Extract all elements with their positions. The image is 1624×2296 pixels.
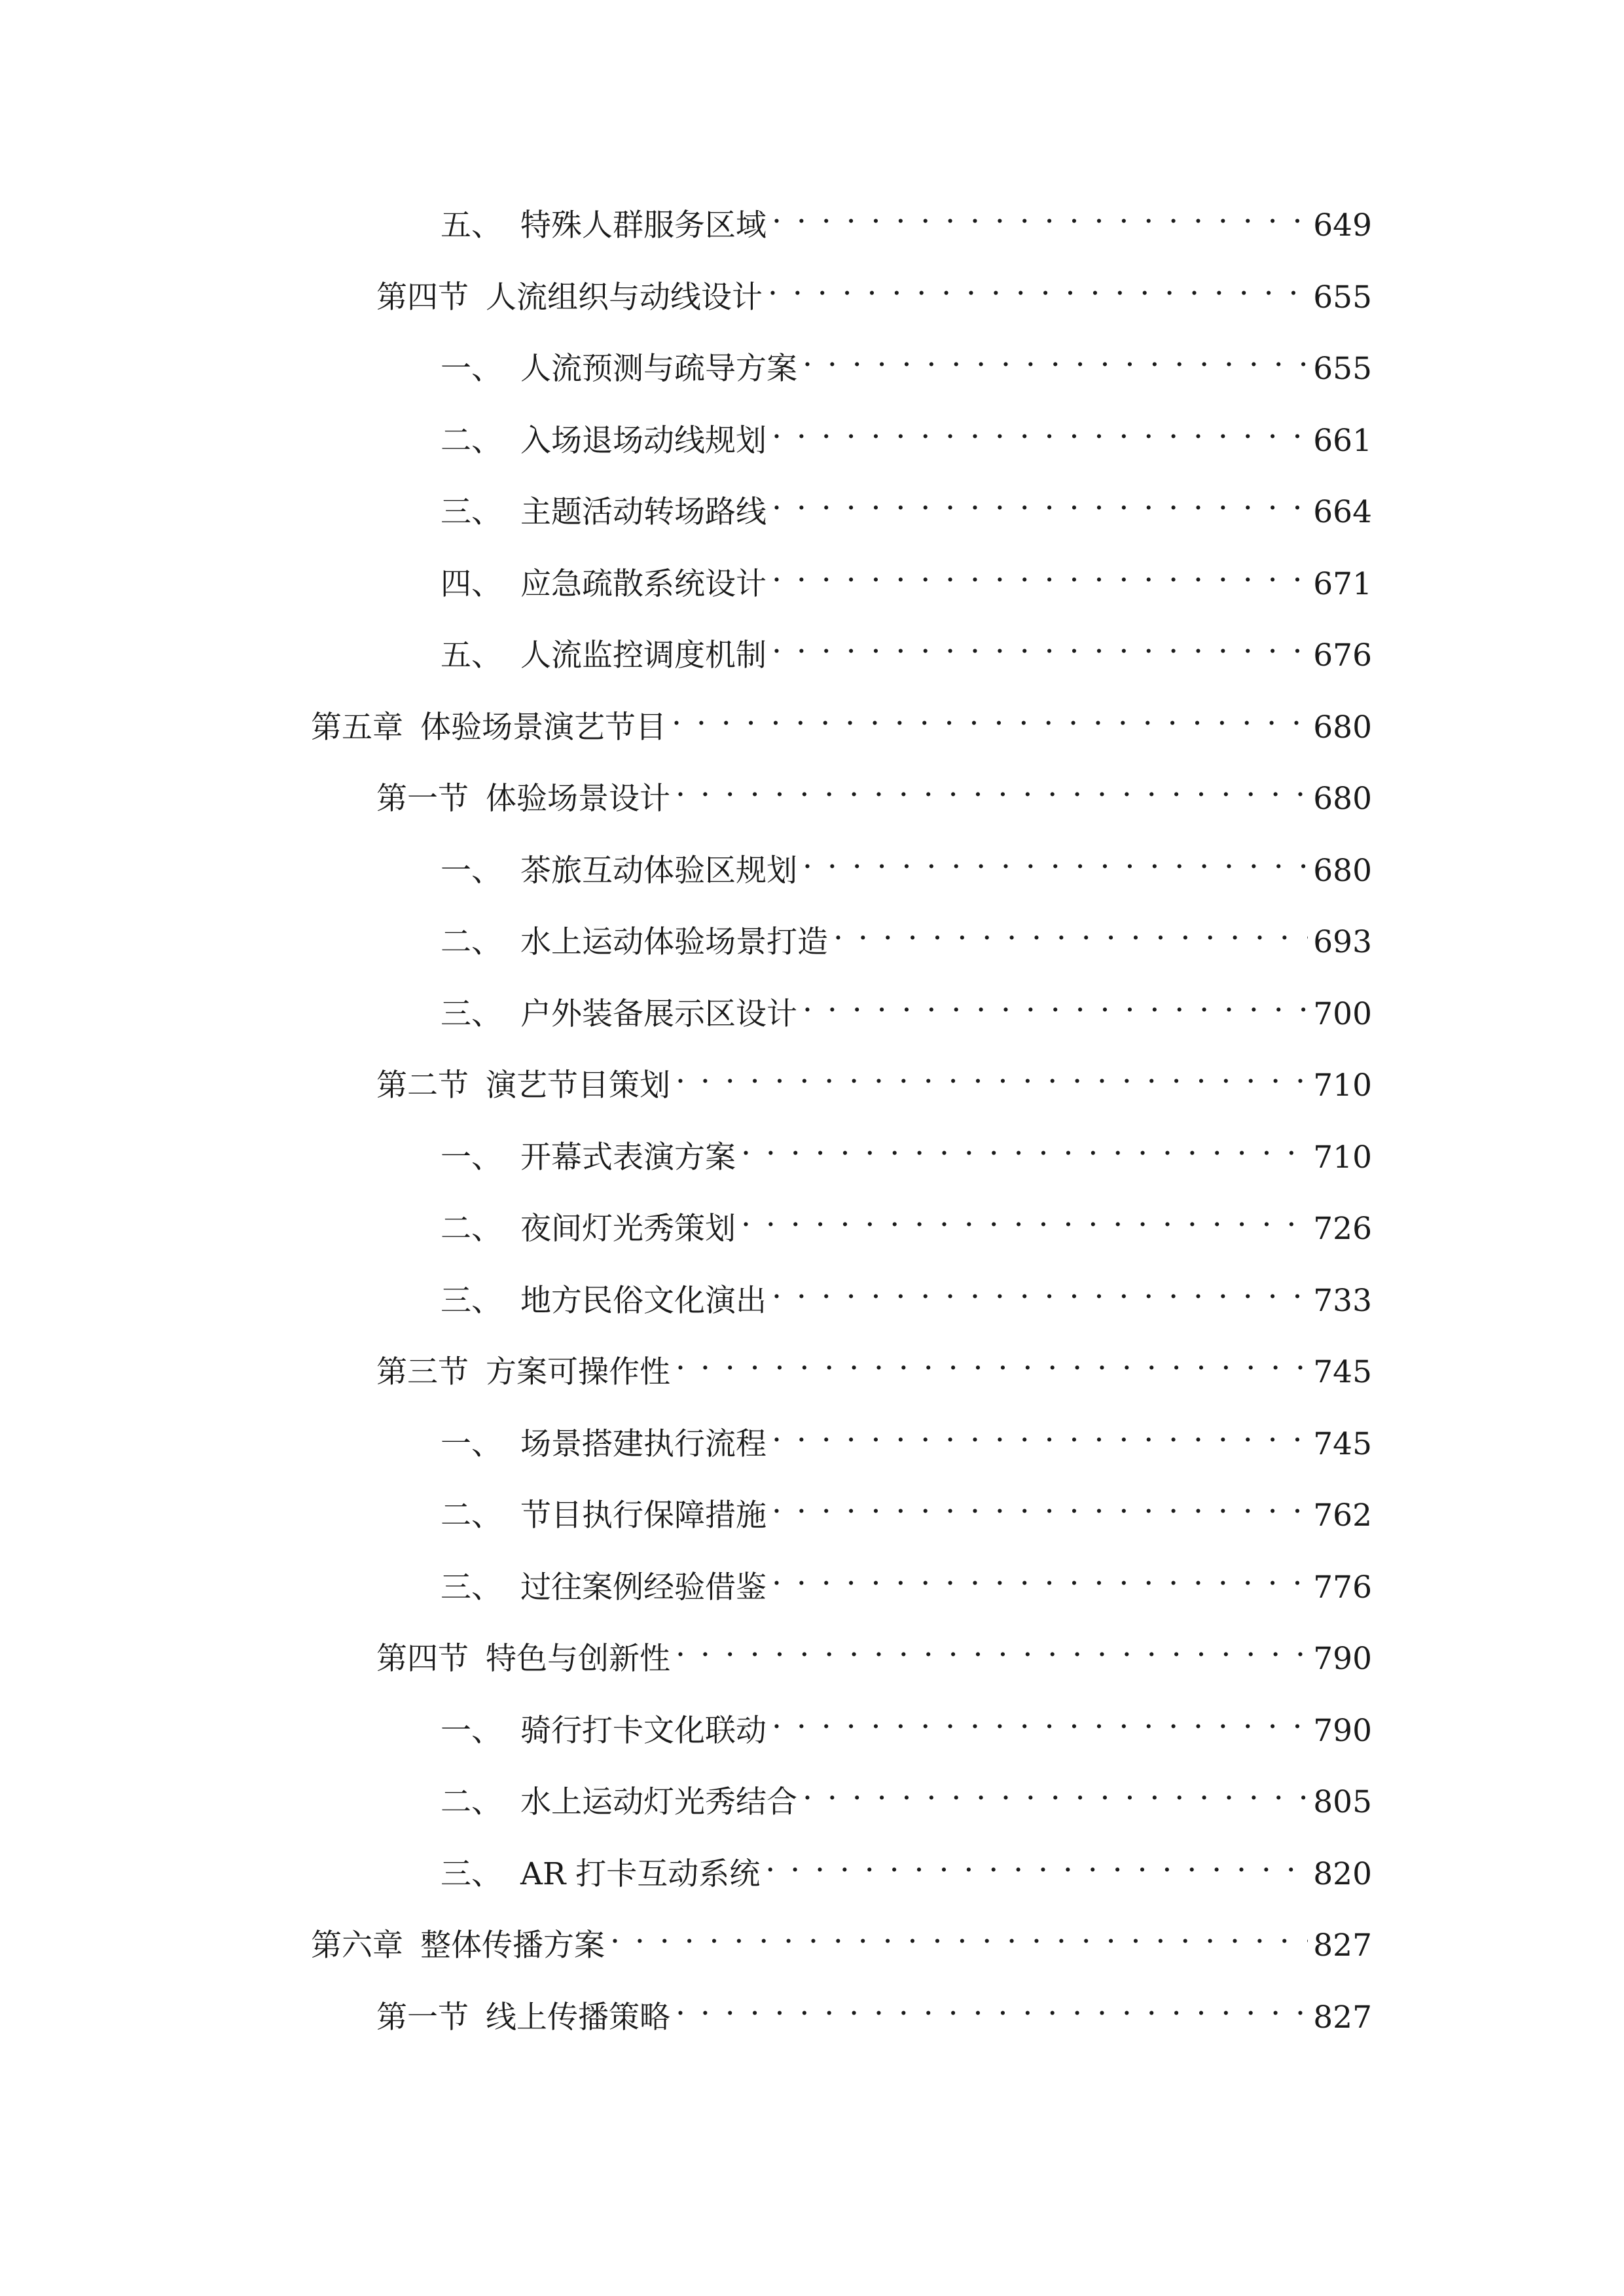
toc-entry-number: 第三节 [376, 1354, 469, 1390]
toc-entry-number: 五、 [441, 637, 502, 673]
toc-entry-number: 五、 [441, 207, 502, 243]
toc-entry-title: 夜间灯光秀策划 [520, 1211, 736, 1247]
toc-dot-leader [768, 262, 1308, 308]
toc-entry-title: 开幕式表演方案 [520, 1139, 736, 1175]
toc-dot-leader [672, 692, 1308, 738]
toc-dot-leader [772, 405, 1308, 451]
toc-dot-leader [772, 620, 1308, 666]
toc-entry[interactable] [376, 1982, 1372, 2036]
toc-entry[interactable] [376, 763, 1372, 817]
toc-entry-number: 二、 [441, 1211, 502, 1247]
toc-entry-page-number: 680 [1313, 781, 1372, 817]
toc-entry-page-number: 655 [1313, 351, 1372, 387]
toc-entry-title: AR 打卡互动系统 [520, 1856, 761, 1892]
toc-entry[interactable] [311, 692, 1372, 745]
toc-entry-title: 茶旅互动体验区规划 [520, 853, 797, 889]
toc-entry[interactable] [376, 1336, 1372, 1390]
toc-entry-page-number: 671 [1313, 566, 1372, 602]
toc-entry[interactable] [441, 1408, 1372, 1462]
toc-entry-number: 三、 [441, 1570, 502, 1605]
toc-entry[interactable] [441, 1122, 1372, 1175]
toc-entry-title: 水上运动灯光秀结合 [520, 1784, 797, 1820]
toc-entry[interactable] [376, 1050, 1372, 1103]
toc-entry-number: 第一节 [376, 781, 469, 817]
toc-entry-number: 二、 [441, 1784, 502, 1820]
toc-dot-leader [676, 1982, 1308, 2028]
toc-entry-title: 体验场景设计 [486, 781, 670, 817]
toc-entry-title: 特殊人群服务区域 [520, 207, 767, 243]
toc-entry-number: 三、 [441, 1283, 502, 1319]
toc-entry-page-number: 726 [1313, 1211, 1372, 1247]
toc-entry[interactable] [441, 548, 1372, 602]
toc-entry-number: 一、 [441, 1713, 502, 1749]
toc-entry-page-number: 710 [1313, 1067, 1372, 1103]
toc-entry-title: 人流组织与动线设计 [486, 279, 763, 315]
toc-entry-title: 主题活动转场路线 [520, 494, 767, 530]
toc-dot-leader [803, 835, 1308, 881]
toc-entry-title: 演艺节目策划 [486, 1067, 670, 1103]
toc-dot-leader [772, 476, 1308, 522]
toc-entry[interactable] [441, 1480, 1372, 1534]
toc-dot-leader [772, 1552, 1308, 1598]
toc-dot-leader [772, 1480, 1308, 1526]
toc-dot-leader [741, 1122, 1308, 1168]
toc-dot-leader [772, 1265, 1308, 1311]
toc-entry[interactable] [441, 476, 1372, 530]
toc-entry-page-number: 661 [1313, 423, 1372, 459]
toc-entry-number: 三、 [441, 996, 502, 1032]
toc-entry[interactable] [441, 190, 1372, 243]
toc-entry[interactable] [311, 1910, 1372, 1964]
toc-entry-number: 第六章 [311, 1928, 403, 1964]
toc-dot-leader [772, 1695, 1308, 1741]
toc-entry[interactable] [441, 1193, 1372, 1247]
toc-entry-page-number: 827 [1313, 1928, 1372, 1964]
toc-entry-title: 特色与创新性 [486, 1641, 670, 1677]
toc-entry[interactable] [441, 906, 1372, 960]
toc-dot-leader [803, 978, 1308, 1024]
toc-entry[interactable] [441, 1552, 1372, 1605]
toc-dot-leader [772, 548, 1308, 594]
toc-entry-number: 一、 [441, 1426, 502, 1462]
toc-entry-page-number: 680 [1313, 853, 1372, 889]
toc-dot-leader [833, 906, 1308, 952]
toc-entry-page-number: 762 [1313, 1498, 1372, 1534]
toc-entry-number: 一、 [441, 1139, 502, 1175]
toc-entry-page-number: 733 [1313, 1283, 1372, 1319]
toc-entry-page-number: 776 [1313, 1570, 1372, 1605]
toc-dot-leader [772, 1408, 1308, 1454]
toc-entry[interactable] [441, 1265, 1372, 1319]
toc-entry-page-number: 745 [1313, 1426, 1372, 1462]
toc-dot-leader [803, 1767, 1308, 1812]
toc-entry-page-number: 680 [1313, 709, 1372, 745]
toc-entry-number: 第五章 [311, 709, 403, 745]
toc-entry-title: 骑行打卡文化联动 [520, 1713, 767, 1749]
toc-entry[interactable] [441, 978, 1372, 1032]
toc-entry-page-number: 827 [1313, 2000, 1372, 2036]
toc-entry-number: 二、 [441, 423, 502, 459]
toc-entry-title: 方案可操作性 [486, 1354, 670, 1390]
toc-entry-number: 第二节 [376, 1067, 469, 1103]
toc-entry-number: 一、 [441, 853, 502, 889]
toc-entry-number: 二、 [441, 924, 502, 960]
toc-entry-page-number: 790 [1313, 1641, 1372, 1677]
toc-entry[interactable] [441, 333, 1372, 387]
toc-entry[interactable] [441, 620, 1372, 673]
toc-entry-title: 地方民俗文化演出 [520, 1283, 767, 1319]
toc-entry-page-number: 790 [1313, 1713, 1372, 1749]
toc-entry-number: 二、 [441, 1498, 502, 1534]
toc-entry[interactable] [376, 262, 1372, 315]
toc-entry-number: 三、 [441, 1856, 502, 1892]
toc-entry-page-number: 745 [1313, 1354, 1372, 1390]
toc-entry[interactable] [441, 1767, 1372, 1820]
toc-entry[interactable] [441, 405, 1372, 459]
toc-entry-page-number: 700 [1313, 996, 1372, 1032]
toc-entry-page-number: 649 [1313, 207, 1372, 243]
toc-entry-number: 第四节 [376, 1641, 469, 1677]
toc-entry-title: 线上传播策略 [486, 2000, 670, 2036]
toc-entry-title: 应急疏散系统设计 [520, 566, 767, 602]
toc-entry-title: 入场退场动线规划 [520, 423, 767, 459]
toc-entry[interactable] [376, 1623, 1372, 1677]
toc-entry-page-number: 693 [1313, 924, 1372, 960]
toc-entry-page-number: 805 [1313, 1784, 1372, 1820]
toc-dot-leader [676, 763, 1308, 809]
toc-entry-title: 场景搭建执行流程 [520, 1426, 767, 1462]
toc-entry-title: 户外装备展示区设计 [520, 996, 797, 1032]
toc-entry-page-number: 710 [1313, 1139, 1372, 1175]
toc-entry-page-number: 664 [1313, 494, 1372, 530]
toc-entry-number: 四、 [441, 566, 502, 602]
toc-entry-number: 三、 [441, 494, 502, 530]
toc-entry-title: 整体传播方案 [420, 1928, 605, 1964]
toc-entry-number: 第一节 [376, 2000, 469, 2036]
toc-entry[interactable] [441, 835, 1372, 889]
toc-entry-title: 体验场景演艺节目 [420, 709, 666, 745]
toc-entry-page-number: 655 [1313, 279, 1372, 315]
toc-dot-leader [610, 1910, 1308, 1956]
toc-entry[interactable] [441, 1695, 1372, 1749]
toc-dot-leader [741, 1193, 1308, 1239]
toc-entry-title: 人流监控调度机制 [520, 637, 767, 673]
toc-entry-title: 水上运动体验场景打造 [520, 924, 828, 960]
toc-entry-title: 人流预测与疏导方案 [520, 351, 797, 387]
toc-dot-leader [765, 1839, 1308, 1884]
toc-dot-leader [676, 1050, 1308, 1096]
toc-entry-title: 过往案例经验借鉴 [520, 1570, 767, 1605]
toc-entry-title: 节目执行保障措施 [520, 1498, 767, 1534]
toc-entry-page-number: 820 [1313, 1856, 1372, 1892]
toc-entry-number: 一、 [441, 351, 502, 387]
toc-dot-leader [772, 190, 1308, 236]
toc-entry-page-number: 676 [1313, 637, 1372, 673]
toc-entry-number: 第四节 [376, 279, 469, 315]
toc-dot-leader [676, 1336, 1308, 1382]
toc-dot-leader [676, 1623, 1308, 1669]
toc-dot-leader [803, 333, 1308, 379]
toc-entry[interactable] [441, 1839, 1372, 1892]
